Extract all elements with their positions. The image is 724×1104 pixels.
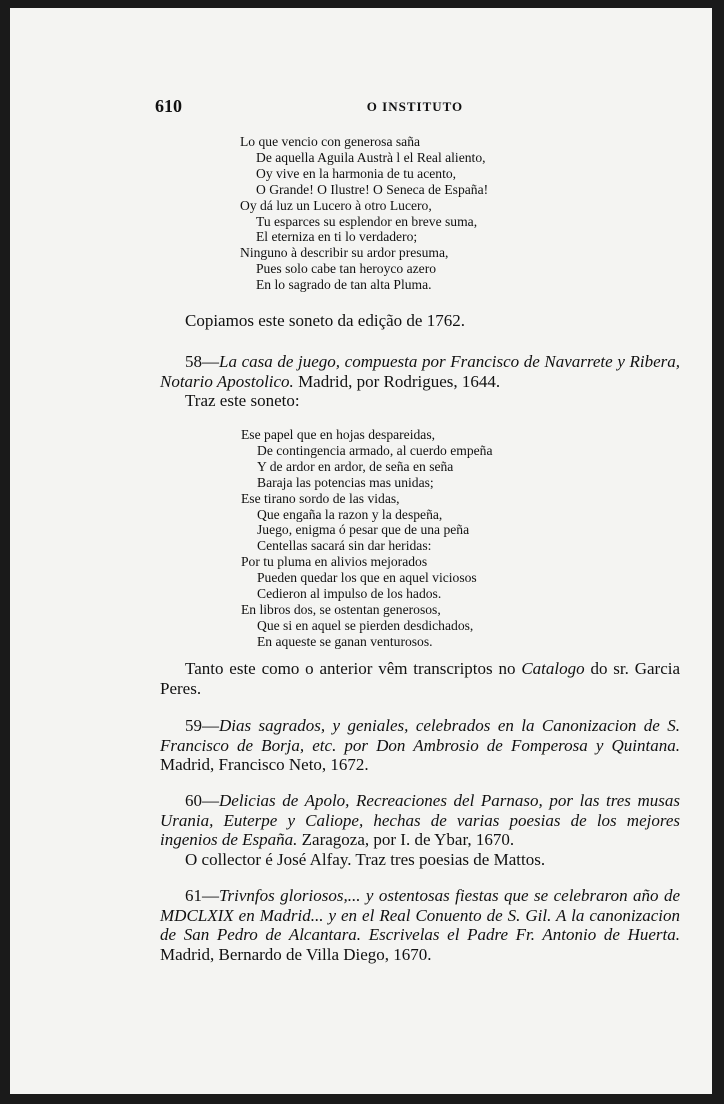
poem-line: Pueden quedar los que en aquel viciosos: [257, 570, 477, 586]
entry-imprint: Zaragoza, por I. de Ybar, 1670.: [297, 830, 515, 849]
sonnet-1: [240, 134, 488, 293]
entry-58: [160, 352, 680, 411]
entry-title: Dias sagrados, y geniales, celebrados en la Canonizacion de S. Francisco de Borja, etc. por Don Ambrosio de Fomperosa y Quintana.: [160, 716, 680, 755]
poem-line: Juego, enigma ó pesar que de una peña: [257, 522, 470, 538]
entry-title: Delicias de Apolo, Recreaciones del Parnaso, por las tres musas Urania, Euterpe y Caliope, hechas de varias poesias de los mejores ingenios de España.: [160, 791, 680, 849]
poem-line: Lo que vencio con generosa saña: [240, 134, 421, 149]
poem-line: Oy vive en la harmonia de tu acento,: [256, 165, 457, 181]
poem-line: Que engaña la razon y la despeña,: [257, 506, 443, 522]
sonnet-2: [241, 427, 493, 650]
paragraph-text: Copiamos este soneto da edição de 1762.: [185, 311, 465, 330]
page-header: [155, 96, 675, 118]
poem-line: El eterniza en ti lo verdadero;: [256, 229, 418, 245]
paragraph-catalogo-note: [160, 659, 680, 698]
entry-title: La casa de juego, compuesta por Francisco de Navarrete y Ribera, Notario Apostolico.: [160, 352, 680, 391]
poem-line: Tu esparces su esplendor en breve suma,: [256, 213, 478, 229]
poem-line: Y de ardor en ardor, de seña en seña: [257, 458, 454, 474]
entry-60: [160, 791, 680, 869]
poem-line: De contingencia armado, al cuerdo empeña: [257, 442, 493, 458]
paragraph-text: do sr. Garcia Peres.: [160, 659, 681, 698]
catalogo-title: Catalogo: [521, 659, 585, 678]
entry-number: 61—: [185, 886, 219, 905]
poem-line: Centellas sacará sin dar heridas:: [257, 538, 432, 554]
running-head: O INSTITUTO: [366, 99, 464, 114]
poem-line: En aqueste se ganan venturosos.: [257, 633, 433, 649]
poem-line: Por tu pluma en alivios mejorados: [241, 554, 428, 570]
book-page: [10, 8, 712, 1094]
poem-line: Oy dá luz un Lucero à otro Lucero,: [240, 197, 432, 213]
paragraph-copy-note: [160, 311, 680, 331]
entry-imprint: Madrid, Francisco Neto, 1672.: [160, 755, 369, 774]
poem-line: En lo sagrado de tan alta Pluma.: [256, 277, 432, 293]
poem-line: Baraja las potencias mas unidas;: [257, 474, 434, 490]
entry-note: Traz este soneto:: [185, 391, 300, 410]
poem-line: Pues solo cabe tan heroyco azero: [256, 261, 437, 277]
entry-number: 58—: [185, 352, 219, 371]
poem-line: De aquella Aguila Austrà l el Real aliento,: [256, 149, 486, 165]
entry-61: [160, 886, 680, 964]
entry-59: [160, 716, 680, 775]
poem-line: Ninguno à describir su ardor presuma,: [240, 245, 449, 261]
poem-line: Ese tirano sordo de las vidas,: [241, 490, 400, 506]
entry-imprint: Madrid, por Rodrigues, 1644.: [293, 371, 501, 391]
entry-number: 60—: [185, 791, 219, 810]
poem-line: Que si en aquel se pierden desdichados,: [257, 617, 474, 633]
paragraph-text: Tanto este como o anterior vêm transcriptos no: [185, 659, 522, 678]
entry-title: Trivnfos gloriosos,... y ostentosas fiestas que se celebraron año de MDCLXIX en Madrid... y en el Real Conuento de S. Gil. A la canonizacion de San Pedro de Alcantara. Escrivelas el Padre Fr. Antonio de Huerta.: [160, 886, 680, 944]
entry-imprint: Madrid, Bernardo de Villa Diego, 1670.: [160, 944, 432, 964]
poem-line: En libros dos, se ostentan generosos,: [241, 601, 441, 617]
poem-line: O Grande! O Ilustre! O Seneca de España!: [256, 181, 489, 197]
poem-line: Cedieron al impulso de los hados.: [257, 586, 442, 602]
poem-line: Ese papel que en hojas despareidas,: [241, 427, 436, 442]
entry-number: 59—: [185, 716, 219, 735]
entry-note: O collector é José Alfay. Traz tres poesias de Mattos.: [185, 849, 546, 869]
page-number: 610: [155, 96, 182, 116]
